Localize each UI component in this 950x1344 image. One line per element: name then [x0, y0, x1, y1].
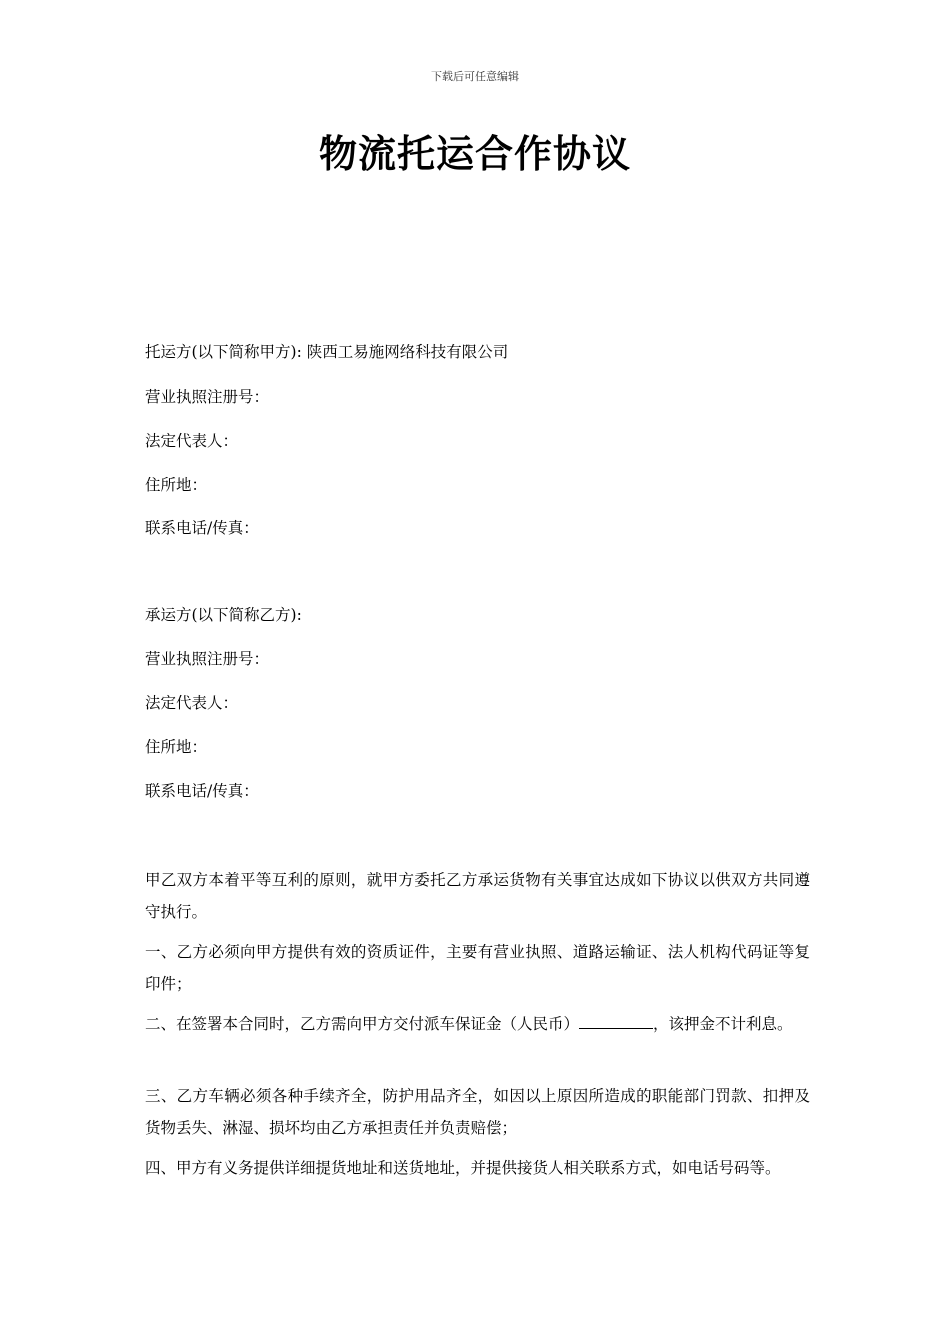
party-a-representative: 法定代表人： — [145, 432, 239, 450]
party-b-contact: 联系电话/传真： — [145, 782, 259, 800]
party-b-representative: 法定代表人： — [145, 694, 239, 712]
deposit-amount-blank — [579, 1014, 653, 1029]
clause-2-text-after: ，该押金不计利息。 — [653, 1015, 793, 1033]
party-b-license: 营业执照注册号： — [145, 650, 270, 668]
clause-1: 一、乙方必须向甲方提供有效的资质证件，主要有营业执照、道路运输证、法人机构代码证等复印件； — [145, 943, 810, 993]
clause-2 — [145, 1008, 810, 1040]
clause-2-text-before: 二、在签署本合同时，乙方需向甲方交付派车保证金（人民币） — [145, 1015, 580, 1033]
header-note: 下载后可任意编辑 — [431, 70, 519, 83]
clause-4: 四、甲方有义务提供详细提货地址和送货地址，并提供接货人相关联系方式，如电话号码等。 — [145, 1159, 781, 1177]
clause-3: 三、乙方车辆必须各种手续齐全，防护用品齐全，如因以上原因所造成的职能部门罚款、扣押及货物丢失、淋湿、损坏均由乙方承担责任并负责赔偿； — [145, 1087, 810, 1137]
party-a-license: 营业执照注册号： — [145, 388, 270, 406]
document-title: 物流托运合作协议 — [318, 131, 631, 176]
party-a-name: 托运方(以下简称甲方): 陕西工易施网络科技有限公司 — [145, 343, 509, 361]
party-a-address: 住所地： — [145, 476, 208, 494]
party-a-contact: 联系电话/传真： — [145, 519, 259, 537]
party-b-name: 承运方(以下简称乙方): — [145, 606, 302, 624]
intro-paragraph: 甲乙双方本着平等互利的原则，就甲方委托乙方承运货物有关事宜达成如下协议以供双方共同遵守执行。 — [145, 871, 810, 921]
party-b-address: 住所地： — [145, 738, 208, 756]
